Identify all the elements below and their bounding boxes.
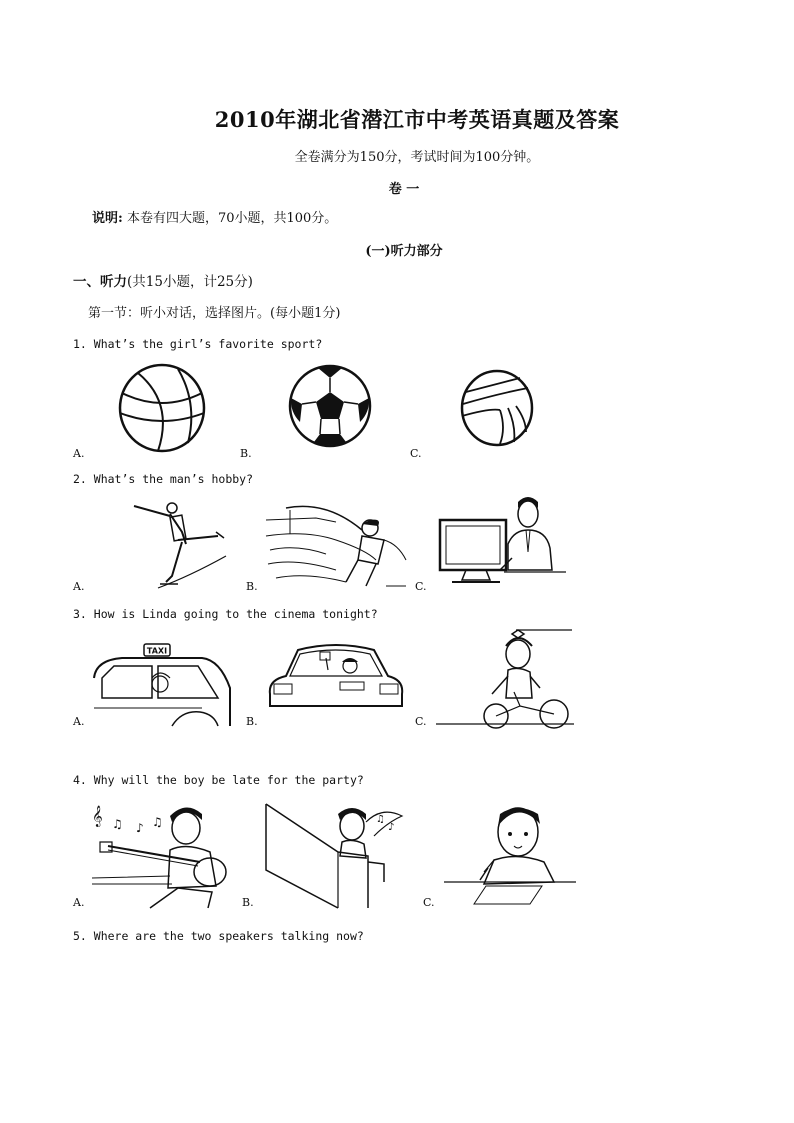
q2-option-c[interactable]: C. <box>415 580 427 593</box>
q4-option-a[interactable]: A. <box>73 896 85 909</box>
q1-option-a[interactable]: A. <box>73 447 85 460</box>
svg-text:♫: ♫ <box>152 815 163 829</box>
part-heading: (一)听力部分 <box>365 244 443 259</box>
question-4: 4. Why will the boy be late for the party? <box>73 773 364 787</box>
question-2: 2. What’s the man’s hobby? <box>73 472 254 486</box>
q3-option-b[interactable]: B. <box>246 715 258 728</box>
instructions-text: 本卷有四大题，70小题，共100分。 <box>126 211 338 226</box>
taxi-sign-text: TAXI <box>146 646 168 656</box>
volume-heading: 卷 一 <box>388 182 420 197</box>
q1-option-c[interactable]: C. <box>410 447 422 460</box>
svg-text:♪: ♪ <box>388 822 395 833</box>
writing-boy-picture <box>444 800 576 906</box>
q4-option-c[interactable]: C. <box>423 896 435 909</box>
fishing-picture <box>266 500 408 590</box>
soccer-ball-picture <box>288 364 372 448</box>
q1-option-b[interactable]: B. <box>240 447 252 460</box>
taxi-picture <box>92 638 232 728</box>
exam-info: 全卷满分为150分，考试时间为100分钟。 <box>294 150 540 165</box>
question-1: 1. What’s the girl’s favorite sport? <box>73 337 323 351</box>
instructions-label: 说明: <box>92 211 123 226</box>
section-label: 一、听力 <box>73 274 127 290</box>
subsection-heading: 第一节：听小对话，选择图片。(每小题1分) <box>88 306 341 321</box>
bicycle-girl-picture <box>436 626 574 726</box>
svg-text:𝄞: 𝄞 <box>92 806 103 827</box>
reading-boy-picture <box>264 802 408 910</box>
skater-picture <box>130 496 230 588</box>
q4-option-b[interactable]: B. <box>242 896 254 909</box>
svg-text:♫: ♫ <box>376 814 385 825</box>
guitar-boy-picture <box>90 802 232 910</box>
q2-option-a[interactable]: A. <box>73 580 85 593</box>
svg-text:♫: ♫ <box>112 817 123 831</box>
question-5: 5. Where are the two speakers talking now? <box>73 929 364 943</box>
svg-text:♪: ♪ <box>136 821 144 835</box>
q3-option-a[interactable]: A. <box>73 715 85 728</box>
page-title: 2010年湖北省潜江市中考英语真题及答案 <box>214 107 620 132</box>
q3-option-c[interactable]: C. <box>415 715 427 728</box>
section-heading <box>73 270 253 290</box>
basketball-picture <box>118 363 206 453</box>
car-picture <box>266 636 406 720</box>
question-3: 3. How is Linda going to the cinema tonight? <box>73 607 378 621</box>
volleyball-picture <box>460 370 534 446</box>
computer-user-picture <box>438 494 568 586</box>
instructions <box>92 207 337 226</box>
section-detail: (共15小题，计25分) <box>127 274 253 290</box>
q2-option-b[interactable]: B. <box>246 580 258 593</box>
